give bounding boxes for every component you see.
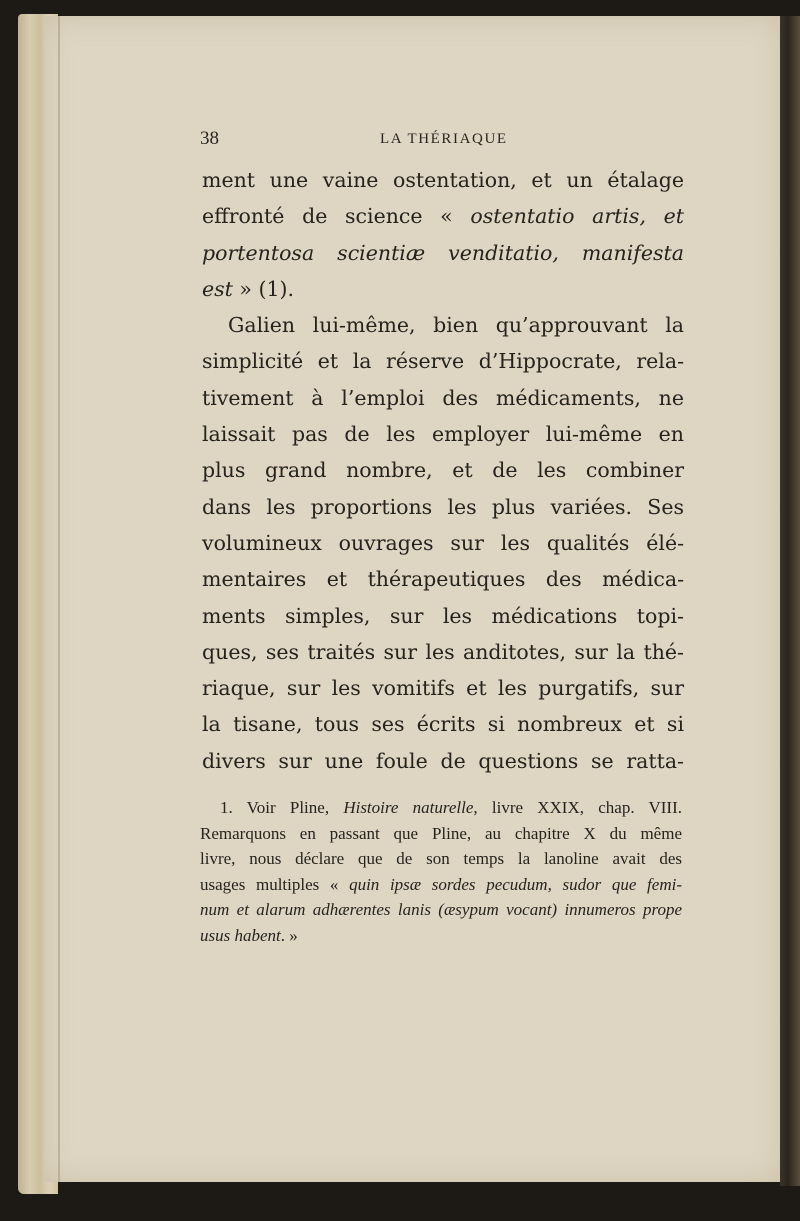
text-line: ment une vaine ostentation, et un étalage [202,168,684,192]
footnote-line: Remarquons en passant que Pline, au chapitre X du même [200,823,682,843]
page-gutter-line [58,16,60,1182]
text-line [202,198,684,234]
text-line: la tisane, tous ses écrits si nombreux et si [202,712,684,737]
cited-work-title: Histoire naturelle, [343,798,478,817]
footnote-line [200,923,682,949]
text-line: riaque, sur les vomitifs et les purgatifs, sur [202,676,684,701]
main-text [202,162,684,779]
footnote-reference: » (1). [232,276,295,301]
footnote-line [200,872,682,898]
closing-quote: . » [280,925,298,945]
latin-quote-line: num et alarum adhærentes lanis (æsypum vocant) innumeros prope [200,900,682,920]
footnote-marker: 1. Voir Pline, [220,798,344,817]
text-line [202,271,684,307]
text-segment: effronté de science « [202,204,471,229]
text-line: divers sur une foule de questions se ratta- [202,748,684,773]
footnote-line [200,795,682,821]
text-line: plus grand nombre, et de les combiner [202,458,684,483]
text-line: ments simples, sur les médications topi- [202,603,684,628]
text-line: tivement à l’emploi des médicaments, ne [202,385,684,410]
latin-quote: est [202,276,233,301]
page-header [200,128,690,154]
text-line: simplicité et la réserve d’Hippocrate, rela- [202,349,684,374]
page-number: 38 [200,128,219,149]
latin-quote: quin ipsæ sordes pecudum, sudor que femi- [349,874,682,894]
book-binding-edge [780,16,800,1186]
running-head: LA THÉRIAQUE [380,131,508,147]
text-line: dans les proportions les plus variées. Ses [202,494,684,519]
text-segment: usages multiples « [200,874,350,894]
paragraph-start: Galien lui-même, bien qu’approuvant la [228,313,684,338]
footnote [200,795,682,949]
latin-quote-line: portentosa scientiæ venditatio, manifesta [202,240,684,265]
latin-quote: ostentatio artis, et [470,204,685,229]
text-line: volumineux ouvrages sur les qualités élé- [202,530,684,555]
text-line: laissait pas de les employer lui-même en [202,422,684,447]
citation-location: livre XXIX, chap. VIII. [477,798,683,817]
footnote-line: livre, nous déclare que de son temps la lanoline avait des [200,849,682,869]
text-line: mentaires et thérapeutiques des médica- [202,567,684,592]
latin-quote: usus habent [200,925,281,945]
text-line: ques, ses traités sur les anditotes, sur la thé- [202,639,684,664]
